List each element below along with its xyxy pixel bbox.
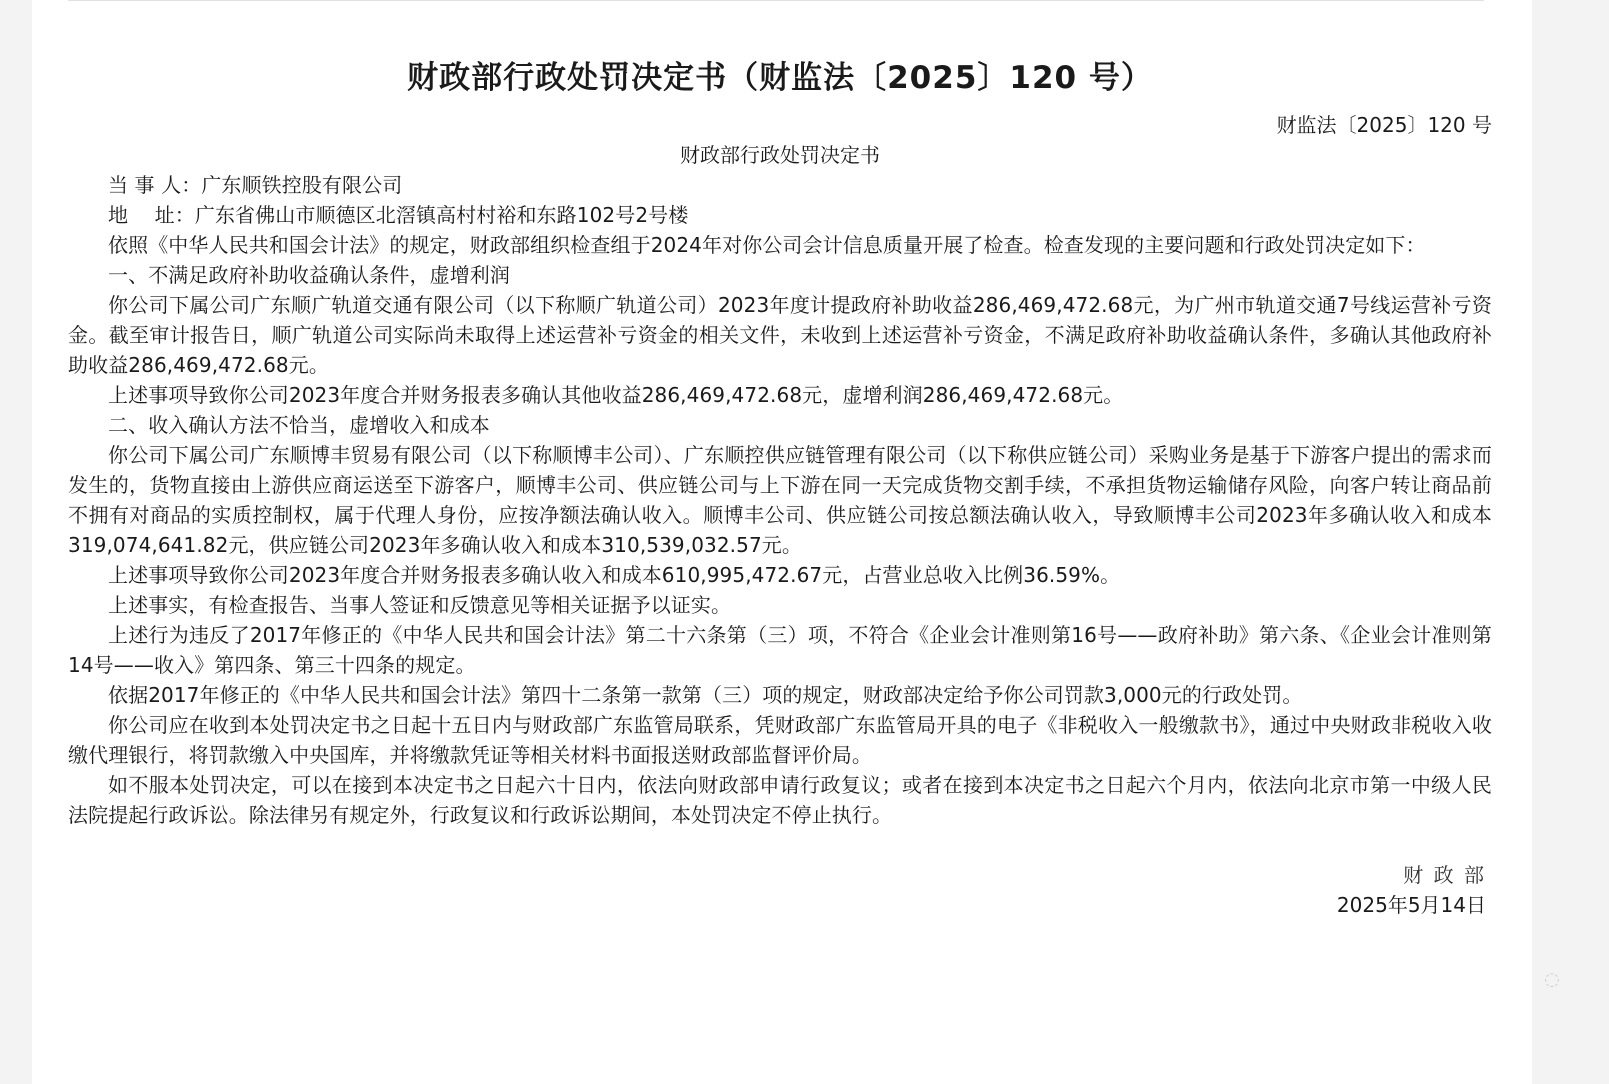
body-paragraph: 你公司下属公司广东顺广轨道交通有限公司（以下称顺广轨道公司）2023年度计提政府补助收益286,469,472.68元，为广州市轨道交通7号线运营补亏资金。截至审计报告日，顺广轨道公司实际尚未取得上述运营补亏资金的相关文件，未收到上述运营补亏资金，不满足政府补助收益确认条件，多确认其他政府补助收益286,469,472.68元。 xyxy=(68,293,1492,377)
body-paragraph: 上述事项导致你公司2023年度合并财务报表多确认其他收益286,469,472.68元，虚增利润286,469,472.68元。 xyxy=(108,383,1124,407)
payment-paragraph: 你公司应在收到本处罚决定书之日起十五日内与财政部广东监管局联系，凭财政部广东监管局开具的电子《非税收入一般缴款书》，通过中央财政非税收入收缴代理银行，将罚款缴入中央国库，并将缴款凭证等相关材料书面报送财政部监督评价局。 xyxy=(68,713,1492,767)
signature-organization: 财 政 部 xyxy=(1403,863,1486,887)
intro-paragraph: 依照《中华人民共和国会计法》的规定，财政部组织检查组于2024年对你公司会计信息质量开展了检查。检查发现的主要问题和行政处罚决定如下： xyxy=(108,233,1426,257)
document-subtitle: 财政部行政处罚决定书 xyxy=(680,143,880,167)
watermark-icon: ◌ xyxy=(1544,969,1560,990)
signature-block xyxy=(68,860,1492,920)
penalty-paragraph: 依据2017年修正的《中华人民共和国会计法》第四十二条第一款第（三）项的规定，财政部决定给予你公司罚款3,000元的行政处罚。 xyxy=(108,683,1303,707)
section-heading-2: 二、收入确认方法不恰当，虚增收入和成本 xyxy=(108,413,490,437)
body-paragraph: 上述事项导致你公司2023年度合并财务报表多确认收入和成本610,995,472.67元，占营业总收入比例36.59%。 xyxy=(108,563,1121,587)
document-number: 财监法〔2025〕120 号 xyxy=(1276,113,1492,137)
top-divider xyxy=(68,0,1484,1)
party-line: 当 事 人：广东顺铁控股有限公司 xyxy=(108,173,403,197)
section-heading-1: 一、不满足政府补助收益确认条件，虚增利润 xyxy=(108,263,510,287)
address-line: 地 址：广东省佛山市顺德区北滘镇高村村裕和东路102号2号楼 xyxy=(108,203,689,227)
document-title: 财政部行政处罚决定书（财监法〔2025〕120 号） xyxy=(407,60,1153,96)
signature-date: 2025年5月14日 xyxy=(1336,893,1486,917)
appeal-paragraph: 如不服本处罚决定，可以在接到本决定书之日起六十日内，依法向财政部申请行政复议；或者在接到本决定书之日起六个月内，依法向北京市第一中级人民法院提起行政诉讼。除法律另有规定外，行政复议和行政诉讼期间，本处罚决定不停止执行。 xyxy=(68,773,1492,827)
body-paragraph: 上述行为违反了2017年修正的《中华人民共和国会计法》第二十六条第（三）项，不符合《企业会计准则第16号——政府补助》第六条、《企业会计准则第14号——收入》第四条、第三十四条的规定。 xyxy=(68,623,1492,677)
body-paragraph: 上述事实，有检查报告、当事人签证和反馈意见等相关证据予以证实。 xyxy=(108,593,732,617)
document-page xyxy=(32,0,1560,1084)
document-body xyxy=(68,54,1492,920)
body-paragraph: 你公司下属公司广东顺博丰贸易有限公司（以下称顺博丰公司）、广东顺控供应链管理有限公司（以下称供应链公司）采购业务是基于下游客户提出的需求而发生的，货物直接由上游供应商运送至下游客户，顺博丰公司、供应链公司与上下游在同一天完成货物交割手续，不承担货物运输储存风险，向客户转让商品前不拥有对商品的实质控制权，属于代理人身份，应按净额法确认收入。顺博丰公司、供应链公司按总额法确认收入，导致顺博丰公司2023年多确认收入和成本319,074,641.82元，供应链公司2023年多确认收入和成本310,539,032.57元。 xyxy=(68,443,1492,557)
